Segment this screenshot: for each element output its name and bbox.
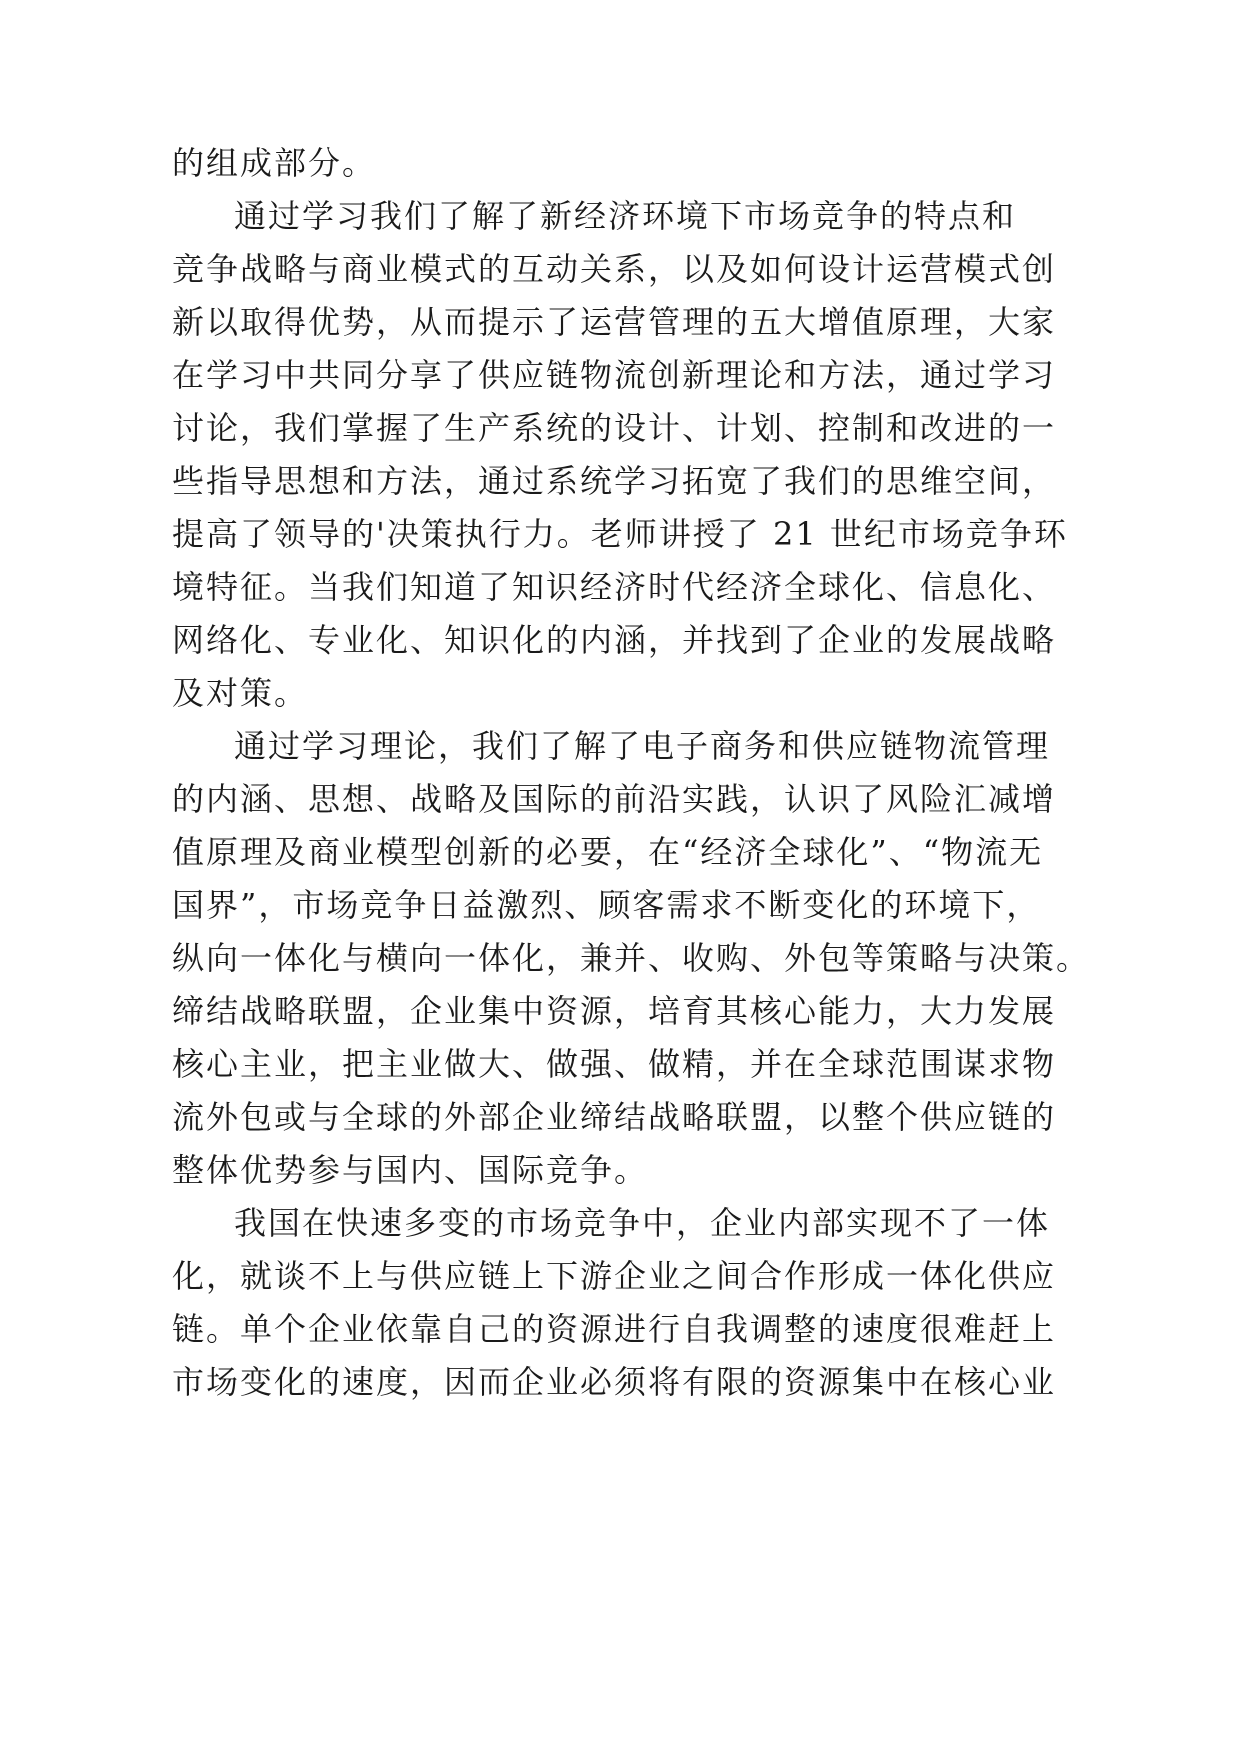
text-line: 讨论，我们掌握了生产系统的设计、计划、控制和改进的一: [172, 409, 1057, 447]
text-line: 网络化、专业化、知识化的内涵，并找到了企业的发展战略: [172, 621, 1057, 659]
text-line: 竞争战略与商业模式的互动关系，以及如何设计运营模式创: [172, 250, 1057, 288]
text-line: 在学习中共同分享了供应链物流创新理论和方法，通过学习: [172, 356, 1057, 394]
text-line: 我国在快速多变的市场竞争中，企业内部实现不了一体: [234, 1204, 1051, 1242]
text-line: 提高了领导的'决策执行力。老师讲授了 21 世纪市场竞争环: [172, 515, 1068, 553]
text-line: 国界”，市场竞争日益激烈、顾客需求不断变化的环境下，: [172, 886, 1041, 924]
text-line: 整体优势参与国内、国际竞争。: [172, 1151, 649, 1189]
text-line: 化，就谈不上与供应链上下游企业之间合作形成一体化供应: [172, 1257, 1057, 1295]
text-line: 的内涵、思想、战略及国际的前沿实践，认识了风险汇减增: [172, 780, 1057, 818]
text-line: 新以取得优势，从而提示了运营管理的五大增值原理，大家: [172, 303, 1057, 341]
text-line: 缔结战略联盟，企业集中资源，培育其核心能力，大力发展: [172, 992, 1057, 1030]
text-line: 纵向一体化与横向一体化，兼并、收购、外包等策略与决策。: [172, 939, 1091, 977]
text-line: 境特征。当我们知道了知识经济时代经济全球化、信息化、: [172, 568, 1057, 606]
text-line: 市场变化的速度，因而企业必须将有限的资源集中在核心业: [172, 1363, 1057, 1401]
text-line: 通过学习理论，我们了解了电子商务和供应链物流管理: [234, 727, 1051, 765]
text-line: 通过学习我们了解了新经济环境下市场竞争的特点和: [234, 197, 1017, 235]
text-line: 的组成部分。: [172, 144, 377, 182]
text-line: 值原理及商业模型创新的必要，在“经济全球化”、“物流无: [172, 833, 1044, 871]
text-line: 些指导思想和方法，通过系统学习拓宽了我们的思维空间，: [172, 462, 1057, 500]
text-line: 及对策。: [172, 674, 309, 712]
text-line: 流外包或与全球的外部企业缔结战略联盟，以整个供应链的: [172, 1098, 1057, 1136]
text-line: 链。单个企业依靠自己的资源进行自我调整的速度很难赶上: [172, 1310, 1057, 1348]
text-line: 核心主业，把主业做大、做强、做精，并在全球范围谋求物: [172, 1045, 1057, 1083]
